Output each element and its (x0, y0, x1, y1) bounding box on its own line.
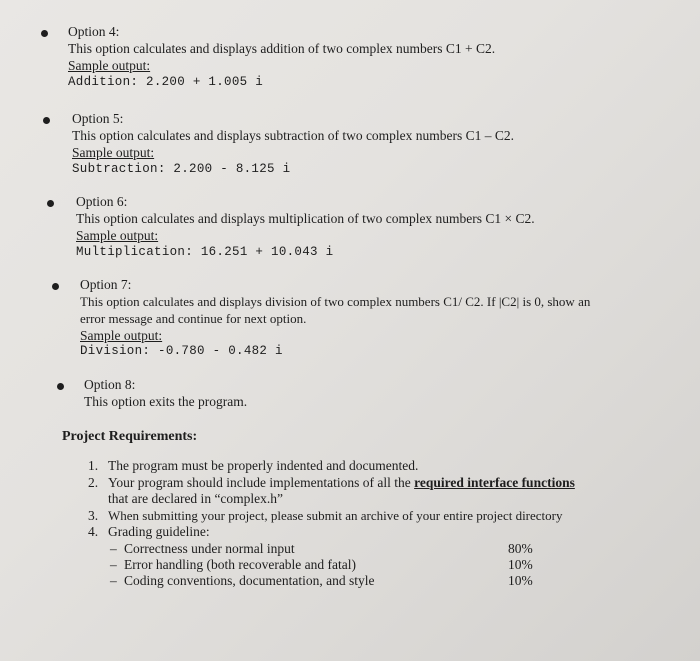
dash-icon: – (110, 573, 117, 588)
option-5-description: This option calculates and displays subtraction of two complex numbers C1 – C2. (72, 128, 515, 143)
requirement-number: 4. (88, 524, 99, 539)
requirement-number: 1. (88, 458, 99, 473)
bullet-icon (43, 117, 50, 124)
option-8-title: Option 8: (84, 377, 136, 392)
grading-percent: 80% (508, 541, 533, 556)
option-4-description: This option calculates and displays addition of two complex numbers C1 + C2. (68, 41, 496, 56)
grading-label: Coding conventions, documentation, and style (124, 573, 375, 588)
option-8-description: This option exits the program. (84, 394, 248, 409)
option-5-sample-label: Sample output: (72, 145, 155, 160)
grading-label: Correctness under normal input (124, 541, 295, 556)
dash-icon: – (110, 541, 117, 556)
option-6-sample-output: Multiplication: 16.251 + 10.043 i (76, 245, 334, 259)
requirement-text: Grading guideline: (108, 524, 210, 539)
grading-row (110, 557, 356, 573)
option-7-description-line1: This option calculates and displays division of two complex numbers C1/ C2. If |C2| is 0, show an (80, 294, 591, 309)
requirement-item (88, 508, 563, 524)
requirement-number: 2. (88, 475, 99, 490)
grading-label: Error handling (both recoverable and fatal) (124, 557, 357, 572)
requirement-text: When submitting your project, please submit an archive of your entire project directory (108, 508, 563, 523)
option-6-title: Option 6: (76, 194, 128, 209)
option-7-title: Option 7: (80, 277, 132, 292)
option-6-sample-label: Sample output: (76, 228, 159, 243)
requirement-text: The program must be properly indented and documented. (108, 458, 419, 473)
requirement-text-continued: that are declared in “complex.h” (108, 491, 284, 506)
requirement-item (88, 475, 575, 491)
grading-percent: 10% (508, 557, 533, 572)
grading-row (110, 573, 374, 589)
option-5-title: Option 5: (72, 111, 124, 126)
option-6-description: This option calculates and displays multiplication of two complex numbers C1 × C2. (76, 211, 535, 226)
requirement-item (88, 458, 418, 474)
option-7-sample-output: Division: -0.780 - 0.482 i (80, 344, 283, 358)
bullet-icon (52, 283, 59, 290)
option-4-sample-label: Sample output: (68, 58, 151, 73)
grading-row (110, 541, 295, 557)
option-4-title: Option 4: (68, 24, 120, 39)
required-interface-functions-link[interactable]: required interface functions (414, 475, 575, 490)
grading-percent: 10% (508, 573, 533, 588)
option-4-sample-output: Addition: 2.200 + 1.005 i (68, 75, 264, 89)
requirement-text: Your program should include implementations of all the (108, 475, 415, 490)
bullet-icon (47, 200, 54, 207)
option-5-sample-output: Subtraction: 2.200 - 8.125 i (72, 162, 291, 176)
bullet-icon (41, 30, 48, 37)
requirement-number: 3. (88, 508, 99, 523)
option-7-sample-label: Sample output: (80, 328, 163, 343)
requirement-item (88, 524, 210, 540)
bullet-icon (57, 383, 64, 390)
dash-icon: – (110, 557, 117, 572)
option-7-description-line2: error message and continue for next option. (80, 311, 307, 326)
requirements-heading: Project Requirements: (62, 429, 198, 444)
